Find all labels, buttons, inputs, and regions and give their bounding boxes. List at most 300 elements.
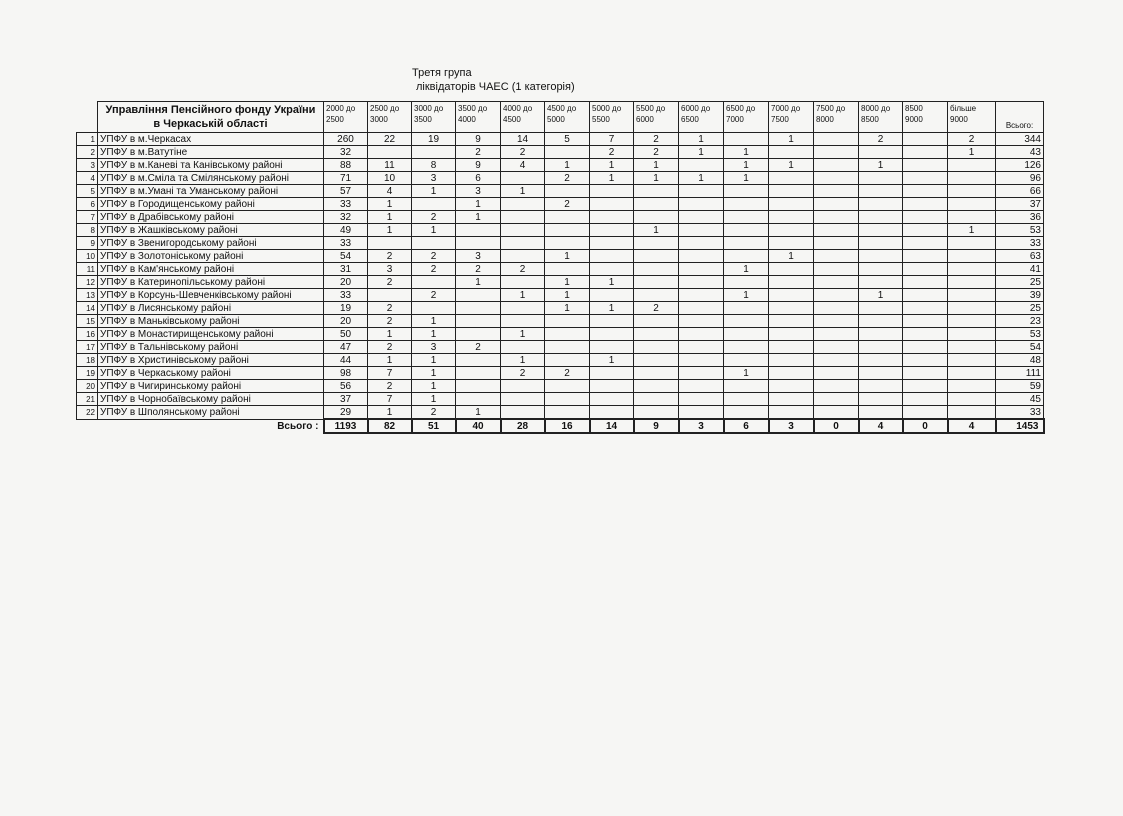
row-value-cell — [903, 198, 948, 211]
row-value-cell — [679, 328, 724, 341]
row-value-cell: 1 — [724, 263, 769, 276]
table-row — [77, 172, 1044, 185]
row-value-cell — [814, 198, 859, 211]
row-value-cell: 1 — [368, 198, 412, 211]
range-header-to: 3000 — [370, 115, 388, 124]
row-value-cell — [769, 276, 814, 289]
row-value-cell — [501, 380, 545, 393]
row-number: 11 — [77, 263, 98, 276]
row-value-cell: 2 — [456, 263, 501, 276]
row-total: 43 — [996, 146, 1044, 159]
row-value-cell: 1 — [769, 250, 814, 263]
row-value-cell: 1 — [368, 224, 412, 237]
row-number: 4 — [77, 172, 98, 185]
row-value-cell — [948, 172, 996, 185]
row-value-cell — [903, 328, 948, 341]
row-value-cell: 2 — [545, 367, 590, 380]
row-total: 25 — [996, 302, 1044, 315]
range-header-from: 7000 до — [771, 104, 801, 113]
row-value-cell: 88 — [324, 159, 368, 172]
row-value-cell — [545, 328, 590, 341]
row-value-cell: 19 — [412, 133, 456, 146]
row-value-cell — [769, 185, 814, 198]
summary-label: Всього : — [277, 420, 319, 432]
row-number: 14 — [77, 302, 98, 315]
row-value-cell — [903, 315, 948, 328]
row-value-cell — [456, 315, 501, 328]
row-value-cell: 2 — [634, 133, 679, 146]
row-value-cell: 2 — [368, 315, 412, 328]
title-line-1: Третя група — [412, 67, 472, 79]
table-row — [77, 302, 1044, 315]
row-value-cell: 3 — [456, 185, 501, 198]
row-value-cell — [679, 237, 724, 250]
row-value-cell — [903, 380, 948, 393]
row-value-cell: 47 — [324, 341, 368, 354]
row-value-cell: 1 — [368, 211, 412, 224]
org-header-line-1: Управління Пенсійного фонду України — [105, 104, 316, 116]
row-value-cell — [769, 367, 814, 380]
row-value-cell: 2 — [412, 406, 456, 420]
row-value-cell — [501, 406, 545, 420]
row-value-cell — [545, 146, 590, 159]
range-header-to: 5500 — [592, 115, 610, 124]
row-value-cell — [948, 341, 996, 354]
row-value-cell: 2 — [590, 146, 634, 159]
row-org-name: УПФУ в Кам'янському районі — [98, 263, 324, 276]
row-value-cell: 98 — [324, 367, 368, 380]
row-value-cell — [859, 393, 903, 406]
row-value-cell: 1 — [769, 159, 814, 172]
row-value-cell: 2 — [859, 133, 903, 146]
row-value-cell: 2 — [634, 146, 679, 159]
row-value-cell — [679, 341, 724, 354]
row-value-cell — [903, 159, 948, 172]
summary-value-cell: 9 — [634, 419, 679, 433]
range-header — [769, 102, 814, 133]
row-value-cell — [679, 263, 724, 276]
row-value-cell — [590, 380, 634, 393]
row-value-cell — [859, 250, 903, 263]
row-value-cell: 54 — [324, 250, 368, 263]
grand-total: 1453 — [996, 419, 1044, 433]
row-value-cell — [724, 211, 769, 224]
row-value-cell — [769, 393, 814, 406]
row-value-cell: 1 — [412, 328, 456, 341]
row-value-cell: 31 — [324, 263, 368, 276]
row-number: 20 — [77, 380, 98, 393]
row-value-cell — [456, 393, 501, 406]
row-value-cell — [814, 237, 859, 250]
row-value-cell — [590, 315, 634, 328]
row-value-cell — [590, 263, 634, 276]
row-total: 66 — [996, 185, 1044, 198]
row-value-cell — [679, 185, 724, 198]
row-value-cell: 49 — [324, 224, 368, 237]
row-value-cell: 1 — [590, 354, 634, 367]
row-value-cell: 1 — [634, 172, 679, 185]
row-value-cell — [769, 354, 814, 367]
row-value-cell — [859, 198, 903, 211]
row-value-cell — [769, 198, 814, 211]
row-value-cell — [814, 185, 859, 198]
row-value-cell: 44 — [324, 354, 368, 367]
row-value-cell: 1 — [590, 276, 634, 289]
row-value-cell — [545, 354, 590, 367]
row-value-cell — [948, 302, 996, 315]
row-org-name: УПФУ в Звенигородському районі — [98, 237, 324, 250]
summary-value-cell: 3 — [769, 419, 814, 433]
row-value-cell: 33 — [324, 289, 368, 302]
row-value-cell — [368, 289, 412, 302]
range-header — [590, 102, 634, 133]
row-total: 344 — [996, 133, 1044, 146]
row-value-cell — [679, 302, 724, 315]
row-value-cell — [456, 237, 501, 250]
row-value-cell — [948, 406, 996, 420]
row-value-cell: 1 — [501, 289, 545, 302]
row-value-cell: 1 — [859, 159, 903, 172]
row-value-cell — [948, 211, 996, 224]
row-value-cell: 14 — [501, 133, 545, 146]
row-total: 25 — [996, 276, 1044, 289]
row-value-cell: 2 — [368, 341, 412, 354]
row-value-cell — [948, 380, 996, 393]
row-value-cell: 1 — [545, 250, 590, 263]
row-value-cell — [814, 224, 859, 237]
row-value-cell: 3 — [412, 341, 456, 354]
row-org-name: УПФУ в м.Ватутіне — [98, 146, 324, 159]
row-total: 53 — [996, 328, 1044, 341]
row-value-cell — [679, 211, 724, 224]
row-value-cell — [948, 354, 996, 367]
range-header — [724, 102, 769, 133]
row-value-cell — [814, 263, 859, 276]
row-value-cell: 19 — [324, 302, 368, 315]
row-value-cell — [501, 237, 545, 250]
row-value-cell: 1 — [948, 146, 996, 159]
row-org-name: УПФУ в Христинівському районі — [98, 354, 324, 367]
summary-value-cell: 82 — [368, 419, 412, 433]
row-value-cell — [859, 354, 903, 367]
title-line-2: ліквідаторів ЧАЕС (1 категорія) — [416, 81, 575, 93]
row-value-cell — [814, 276, 859, 289]
row-value-cell — [903, 393, 948, 406]
row-number: 12 — [77, 276, 98, 289]
range-header-to: 6000 — [636, 115, 654, 124]
row-value-cell — [456, 289, 501, 302]
row-value-cell: 1 — [412, 185, 456, 198]
range-header — [814, 102, 859, 133]
table-row — [77, 159, 1044, 172]
row-value-cell — [679, 159, 724, 172]
row-value-cell: 4 — [501, 159, 545, 172]
row-value-cell — [501, 211, 545, 224]
row-value-cell: 1 — [368, 328, 412, 341]
row-number: 10 — [77, 250, 98, 263]
row-value-cell — [903, 185, 948, 198]
row-value-cell — [545, 185, 590, 198]
row-value-cell — [814, 146, 859, 159]
range-header-from: 2500 до — [370, 104, 400, 113]
row-value-cell — [724, 393, 769, 406]
summary-value-cell: 0 — [903, 419, 948, 433]
row-value-cell: 37 — [324, 393, 368, 406]
row-total: 54 — [996, 341, 1044, 354]
row-value-cell: 1 — [679, 172, 724, 185]
row-value-cell: 1 — [724, 159, 769, 172]
row-org-name: УПФУ в м.Черкасах — [98, 133, 324, 146]
row-value-cell — [814, 354, 859, 367]
row-value-cell — [679, 198, 724, 211]
range-header-from: 4500 до — [547, 104, 577, 113]
row-value-cell: 1 — [724, 289, 769, 302]
row-value-cell: 1 — [545, 289, 590, 302]
summary-value-cell: 14 — [590, 419, 634, 433]
row-value-cell — [545, 393, 590, 406]
row-value-cell — [456, 328, 501, 341]
row-value-cell — [903, 302, 948, 315]
row-value-cell — [903, 224, 948, 237]
row-value-cell: 1 — [859, 289, 903, 302]
row-value-cell — [724, 198, 769, 211]
row-value-cell — [590, 406, 634, 420]
row-value-cell: 32 — [324, 211, 368, 224]
row-value-cell — [903, 354, 948, 367]
row-value-cell: 1 — [724, 172, 769, 185]
summary-value-cell: 4 — [859, 419, 903, 433]
row-value-cell — [903, 133, 948, 146]
row-number: 19 — [77, 367, 98, 380]
row-value-cell — [679, 250, 724, 263]
range-header-to: 7000 — [726, 115, 744, 124]
row-value-cell — [769, 341, 814, 354]
row-value-cell — [634, 198, 679, 211]
row-value-cell — [412, 146, 456, 159]
row-value-cell — [545, 263, 590, 276]
row-value-cell — [859, 341, 903, 354]
row-value-cell — [679, 406, 724, 420]
row-value-cell — [634, 263, 679, 276]
table-row — [77, 198, 1044, 211]
row-value-cell — [679, 224, 724, 237]
row-value-cell — [948, 250, 996, 263]
row-value-cell: 2 — [634, 302, 679, 315]
range-header-to: 6500 — [681, 115, 699, 124]
row-value-cell — [501, 224, 545, 237]
row-value-cell — [724, 185, 769, 198]
row-value-cell — [634, 237, 679, 250]
range-header-from: 7500 до — [816, 104, 846, 113]
row-value-cell — [814, 315, 859, 328]
range-header-from: 3000 до — [414, 104, 444, 113]
row-value-cell — [724, 354, 769, 367]
row-value-cell: 1 — [412, 315, 456, 328]
row-value-cell — [814, 211, 859, 224]
row-value-cell — [634, 276, 679, 289]
row-value-cell — [634, 341, 679, 354]
row-org-name: УПФУ в м.Умані та Уманському районі — [98, 185, 324, 198]
row-value-cell — [769, 302, 814, 315]
table-row — [77, 237, 1044, 250]
row-value-cell: 4 — [368, 185, 412, 198]
row-value-cell — [769, 328, 814, 341]
row-org-name: УПФУ в Шполянському районі — [98, 406, 324, 420]
row-value-cell — [903, 276, 948, 289]
row-value-cell — [456, 367, 501, 380]
row-value-cell — [859, 328, 903, 341]
row-value-cell — [948, 198, 996, 211]
row-value-cell — [859, 185, 903, 198]
table-row — [77, 328, 1044, 341]
row-value-cell: 2 — [368, 302, 412, 315]
range-header — [324, 102, 368, 133]
row-total: 33 — [996, 406, 1044, 420]
table-row — [77, 250, 1044, 263]
row-value-cell — [679, 354, 724, 367]
row-value-cell — [948, 263, 996, 276]
range-header — [634, 102, 679, 133]
row-value-cell — [859, 367, 903, 380]
row-value-cell — [679, 289, 724, 302]
row-value-cell — [814, 367, 859, 380]
row-value-cell: 33 — [324, 237, 368, 250]
row-value-cell: 10 — [368, 172, 412, 185]
row-value-cell — [634, 289, 679, 302]
row-value-cell — [545, 341, 590, 354]
row-org-name: УПФУ в Чорнобаївському районі — [98, 393, 324, 406]
row-value-cell: 6 — [456, 172, 501, 185]
row-value-cell — [501, 172, 545, 185]
org-header-line-2: в Черкаській області — [153, 118, 268, 130]
row-value-cell — [859, 302, 903, 315]
table-row — [77, 146, 1044, 159]
row-value-cell — [903, 172, 948, 185]
row-value-cell: 2 — [412, 211, 456, 224]
range-header-to: 4000 — [458, 115, 476, 124]
row-org-name: УПФУ в Черкаському районі — [98, 367, 324, 380]
row-org-name: УПФУ в Корсунь-Шевченківському районі — [98, 289, 324, 302]
row-value-cell — [903, 263, 948, 276]
row-value-cell — [456, 224, 501, 237]
row-value-cell — [590, 198, 634, 211]
range-header-to: 3500 — [414, 115, 432, 124]
row-value-cell — [903, 341, 948, 354]
range-header-to: 4500 — [503, 115, 521, 124]
row-value-cell: 1 — [590, 172, 634, 185]
row-value-cell — [634, 406, 679, 420]
row-value-cell — [634, 315, 679, 328]
row-org-name: УПФУ в Монастирищенському районі — [98, 328, 324, 341]
row-number: 21 — [77, 393, 98, 406]
row-value-cell — [814, 406, 859, 420]
row-value-cell — [814, 250, 859, 263]
row-value-cell: 1 — [456, 198, 501, 211]
row-value-cell: 2 — [368, 276, 412, 289]
row-total: 53 — [996, 224, 1044, 237]
row-value-cell: 1 — [724, 146, 769, 159]
row-value-cell: 2 — [412, 263, 456, 276]
row-value-cell: 1 — [769, 133, 814, 146]
range-header — [501, 102, 545, 133]
total-header: Всього: — [996, 102, 1044, 133]
row-org-name: УПФУ в Тальнівському районі — [98, 341, 324, 354]
row-value-cell: 1 — [368, 406, 412, 420]
row-value-cell: 1 — [456, 276, 501, 289]
row-number: 13 — [77, 289, 98, 302]
row-value-cell: 1 — [724, 367, 769, 380]
range-header-from: 5500 до — [636, 104, 666, 113]
row-value-cell — [814, 328, 859, 341]
row-value-cell — [948, 185, 996, 198]
range-header-to: 2500 — [326, 115, 344, 124]
row-value-cell: 20 — [324, 276, 368, 289]
row-value-cell — [859, 146, 903, 159]
table-row — [77, 211, 1044, 224]
row-value-cell — [590, 393, 634, 406]
row-org-name: УПФУ в Маньківському районі — [98, 315, 324, 328]
row-value-cell — [634, 393, 679, 406]
row-value-cell: 57 — [324, 185, 368, 198]
row-value-cell — [859, 380, 903, 393]
row-value-cell: 2 — [948, 133, 996, 146]
row-value-cell: 2 — [368, 380, 412, 393]
row-value-cell: 71 — [324, 172, 368, 185]
row-value-cell — [769, 172, 814, 185]
range-header-to: 9000 — [950, 115, 968, 124]
row-value-cell — [545, 211, 590, 224]
row-value-cell: 1 — [412, 354, 456, 367]
row-value-cell — [679, 315, 724, 328]
row-value-cell: 1 — [501, 354, 545, 367]
row-value-cell: 1 — [545, 159, 590, 172]
row-value-cell: 1 — [634, 159, 679, 172]
row-org-name: УПФУ в Лисянському районі — [98, 302, 324, 315]
row-value-cell — [814, 341, 859, 354]
row-value-cell: 2 — [456, 341, 501, 354]
row-value-cell: 1 — [501, 185, 545, 198]
row-total: 39 — [996, 289, 1044, 302]
row-value-cell — [634, 250, 679, 263]
row-value-cell — [679, 276, 724, 289]
row-number: 7 — [77, 211, 98, 224]
row-value-cell — [368, 146, 412, 159]
range-header — [679, 102, 724, 133]
row-value-cell: 2 — [456, 146, 501, 159]
row-value-cell: 1 — [590, 302, 634, 315]
table-body — [77, 133, 1044, 434]
row-value-cell — [634, 328, 679, 341]
row-number: 18 — [77, 354, 98, 367]
table-row — [77, 406, 1044, 420]
row-value-cell: 3 — [368, 263, 412, 276]
row-value-cell: 56 — [324, 380, 368, 393]
row-value-cell — [545, 224, 590, 237]
range-header-to: 7500 — [771, 115, 789, 124]
row-value-cell — [724, 406, 769, 420]
row-value-cell: 1 — [545, 276, 590, 289]
row-value-cell: 1 — [412, 393, 456, 406]
row-total: 23 — [996, 315, 1044, 328]
range-header-to: 8500 — [861, 115, 879, 124]
row-value-cell: 1 — [368, 354, 412, 367]
row-value-cell: 1 — [634, 224, 679, 237]
row-value-cell: 1 — [590, 159, 634, 172]
table-row — [77, 276, 1044, 289]
row-value-cell: 29 — [324, 406, 368, 420]
row-value-cell — [545, 315, 590, 328]
row-value-cell — [814, 302, 859, 315]
